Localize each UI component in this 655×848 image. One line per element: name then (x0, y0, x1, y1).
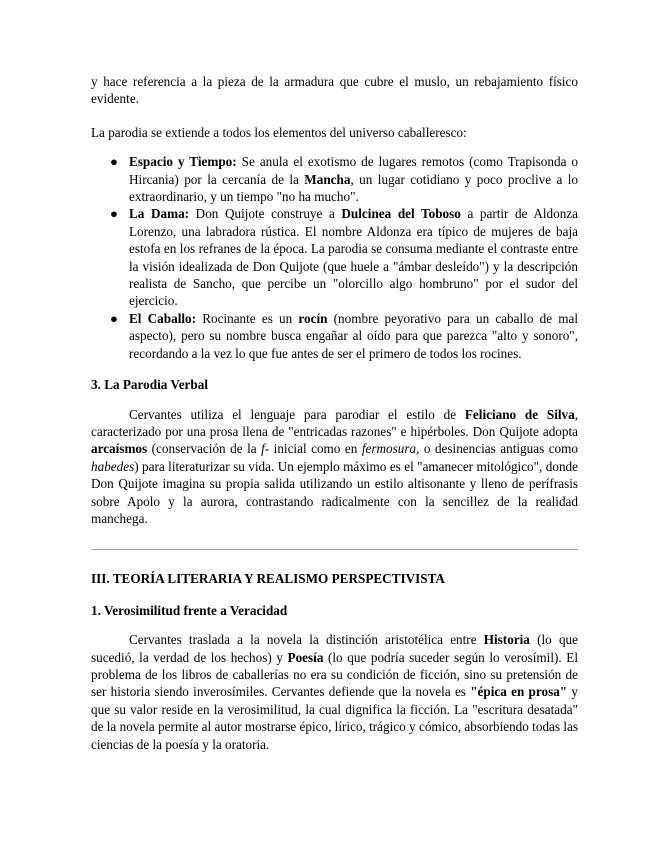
para-emphasis: Historia (483, 632, 530, 648)
parodia-verbal-paragraph (91, 406, 578, 528)
item-text: a partir de Aldonza Lorenzo, una labradora rústica. El nombre Aldonza era típico de mujeres de baja estofa en los refranes de la época. La parodia se consuma mediante el contraste entre la visión idealizada de Don Quijote (que huele a "ámbar desleído") y la descripción realista de Sancho, que percibe un "olorcillo algo hombruno" por el sudor del ejercicio. (129, 206, 579, 309)
para-text: inicial como en (269, 441, 362, 457)
para-italic: habedes (91, 458, 135, 474)
bullet-icon: ● (110, 154, 118, 170)
para-text: Cervantes utiliza el lenguaje para parodiar el estilo de (129, 406, 465, 422)
para-text: (lo que podría suceder según lo verosímil). El problema de los libros de caballerías no era su condición de ficción, sino su pretensión de ser historia siendo inverosímiles. Cervantes defiende que la novela es (91, 649, 578, 700)
bullet-icon: ● (110, 310, 118, 326)
item-emphasis: rocín (298, 310, 328, 326)
list-item-caballo (110, 310, 579, 362)
para-emphasis: "épica en prosa" (470, 684, 568, 700)
para-emphasis: Poesía (287, 649, 324, 665)
chapter-heading-teoria: III. TEORÍA LITERARIA Y REALISMO PERSPECTIVISTA (91, 571, 445, 587)
item-label: El Caballo: (129, 310, 197, 326)
parodia-list (91, 153, 578, 362)
item-text: Se anula el exotismo de lugares remotos (como Trapisonda o Hircania) por la cercanía de la (129, 154, 578, 187)
para-emphasis: Feliciano de Silva (464, 406, 575, 422)
para-italic: fermosura (361, 441, 417, 457)
item-text: Rocinante es un (196, 310, 299, 326)
bullet-icon: ● (110, 206, 118, 222)
list-item-espacio-tiempo (110, 153, 579, 205)
para-text: Cervantes traslada a la novela la distinción aristotélica entre (129, 632, 484, 648)
item-label: La Dama: (129, 206, 190, 222)
section-heading-parodia-verbal: 3. La Parodia Verbal (91, 377, 208, 393)
para-text: , o desinencias antiguas como (416, 441, 578, 457)
item-text: , un lugar cotidiano y poco proclive a lo extraordinario, y un tiempo "no ha mucho". (129, 171, 579, 205)
para-text: y que su valor reside en la verosimilitud, la cual dignifica la ficción. La "escritura desatada" de la novela permite al autor mostrarse épico, lírico, trágico y cómico, absorbiendo todas las ciencias de la poesía y la oratoria. (91, 684, 578, 752)
section-heading-verosimilitud: 1. Verosimilitud frente a Veracidad (91, 602, 288, 618)
item-label: Espacio y Tiempo: (129, 154, 237, 170)
page-content (91, 73, 578, 753)
para-italic: f- (261, 441, 270, 457)
section-divider (91, 549, 578, 550)
list-item-dama (110, 205, 579, 309)
item-emphasis: Mancha (304, 171, 351, 187)
verosimilitud-paragraph (91, 631, 578, 753)
para-text: (lo que sucedió, la verdad de los hechos) y (91, 632, 578, 665)
item-text: Don Quijote construye a (189, 206, 342, 222)
para-emphasis: arcaísmos (91, 441, 148, 457)
intro-paragraph (91, 73, 578, 108)
parodia-paragraph: La parodia se extiende a todos los elementos del universo caballeresco: (91, 124, 467, 140)
item-text: (nombre peyorativo para un caballo de mal aspecto), pero su nombre busca engañar al oído para que parezca "alto y sonoro", recordando a la vez lo que fue antes de ser el primero de todos los rocines. (129, 310, 579, 361)
para-text: ) para literaturizar su vida. Un ejemplo máximo es el "amanecer mitológico", donde Don Quijote imagina su propia salida utilizando un estilo altisonante y lleno de perífrasis sobre Apolo y la aurora, contrastando radicalmente con la sencillez de la realidad manchega. (91, 458, 578, 526)
item-emphasis: Dulcinea del Toboso (341, 206, 461, 222)
para-text: (conservación de la (147, 441, 262, 457)
para-text: , caracterizado por una prosa llena de "entricadas razones" e hipérboles. Don Quijote adopta (91, 406, 579, 439)
intro-text: y hace referencia a la pieza de la armadura que cubre el muslo, un rebajamiento físico evidente. (91, 74, 578, 107)
